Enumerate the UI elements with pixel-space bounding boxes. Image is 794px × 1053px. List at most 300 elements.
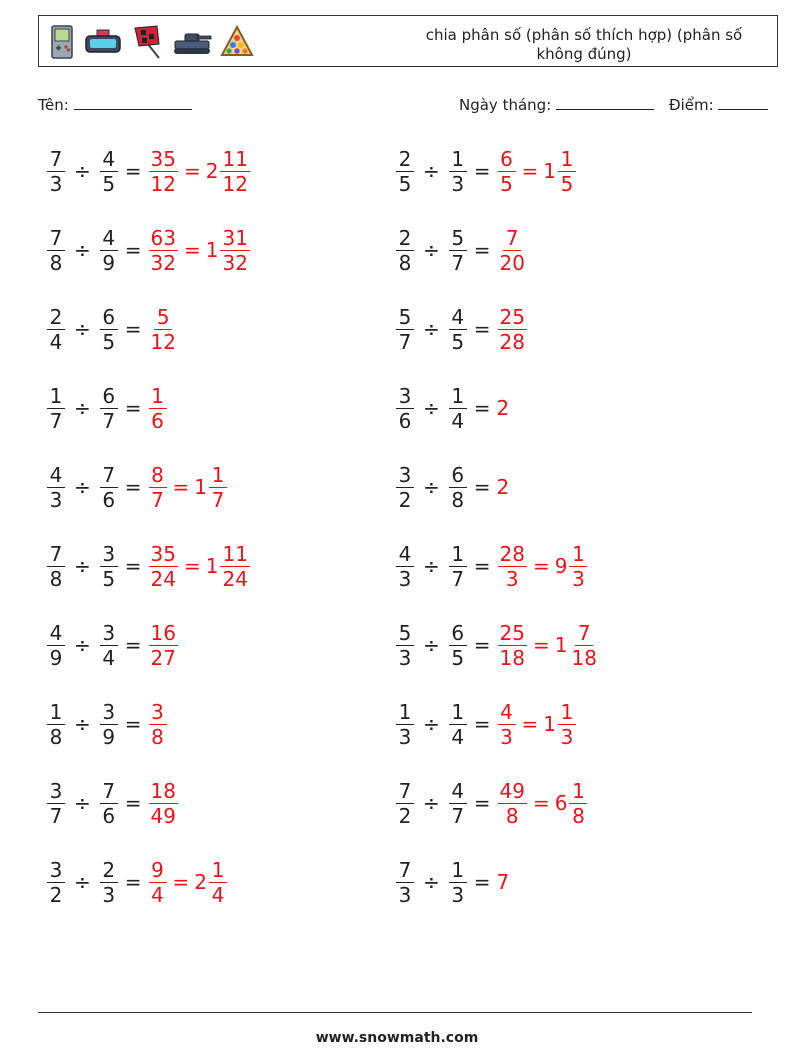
answer-whole-number: 2 — [496, 475, 510, 499]
numerator: 7 — [503, 226, 521, 251]
answer — [148, 305, 179, 354]
dividend-fraction — [395, 147, 415, 196]
denominator: 20 — [499, 250, 525, 275]
denominator: 3 — [398, 724, 412, 749]
denominator: 8 — [451, 487, 465, 512]
equals-sign: = — [124, 554, 142, 578]
mixed-whole-part: 2 — [194, 870, 208, 894]
denominator: 3 — [451, 882, 465, 907]
denominator: 6 — [151, 408, 164, 433]
answer-whole-number: 7 — [496, 870, 510, 894]
numerator: 5 — [396, 621, 414, 646]
numerator: 16 — [150, 620, 176, 645]
equals-sign: = — [172, 870, 190, 894]
denominator: 7 — [49, 408, 63, 433]
footer-url: www.snowmath.com — [315, 1030, 479, 1046]
numerator: 7 — [100, 779, 118, 804]
equals-sign: = — [473, 396, 491, 420]
dividend-fraction — [395, 226, 415, 275]
answer-whole-number: 2 — [496, 396, 510, 420]
numerator: 7 — [47, 226, 65, 251]
mixed-whole-part: 2 — [205, 159, 219, 183]
numerator: 2 — [100, 858, 118, 883]
problem-item — [395, 533, 588, 599]
divide-sign: ÷ — [74, 238, 91, 262]
numerator: 4 — [47, 463, 65, 488]
denominator: 9 — [49, 645, 63, 670]
numerator: 5 — [396, 305, 414, 330]
denominator: 24 — [150, 566, 176, 591]
divisor-fraction — [448, 542, 468, 591]
numerator: 1 — [396, 700, 414, 725]
denominator: 27 — [150, 645, 176, 670]
score-label: Điểm: — [669, 96, 714, 114]
numerator: 1 — [449, 542, 467, 567]
dividend-fraction — [395, 858, 415, 907]
answer-fraction — [148, 700, 168, 749]
numerator: 1 — [47, 700, 65, 725]
dividend-fraction — [395, 542, 415, 591]
denominator: 8 — [398, 250, 412, 275]
denominator: 7 — [211, 487, 225, 512]
divide-sign: ÷ — [74, 317, 91, 341]
answer — [497, 621, 600, 670]
numerator: 9 — [149, 858, 167, 883]
divisor-fraction — [99, 226, 119, 275]
answer-fraction — [497, 226, 528, 275]
numerator: 2 — [47, 305, 65, 330]
problem-item — [46, 533, 251, 599]
denominator: 32 — [150, 250, 176, 275]
mixed-whole-part: 9 — [554, 554, 568, 578]
answer — [497, 870, 510, 894]
numerator: 1 — [558, 147, 576, 172]
mixed-fraction-part — [208, 463, 228, 512]
answer-fraction — [148, 858, 168, 907]
dividend-fraction — [395, 621, 415, 670]
equals-sign: = — [172, 475, 190, 499]
denominator: 7 — [49, 803, 63, 828]
mixed-fraction-part — [568, 779, 588, 828]
denominator: 5 — [451, 329, 465, 354]
divide-sign: ÷ — [74, 712, 91, 736]
answer — [497, 305, 528, 354]
equals-sign: = — [124, 238, 142, 262]
answer — [148, 858, 229, 907]
numerator: 3 — [100, 621, 118, 646]
racing-flag-icon — [129, 24, 165, 60]
problem-item — [46, 691, 168, 757]
numerator: 7 — [47, 542, 65, 567]
answer — [148, 621, 179, 670]
divide-sign: ÷ — [423, 791, 440, 815]
answer-fraction — [148, 542, 179, 591]
dividend-fraction — [46, 621, 66, 670]
denominator: 8 — [572, 803, 585, 828]
divide-sign: ÷ — [74, 159, 91, 183]
mixed-fraction-part — [557, 700, 577, 749]
numerator: 1 — [558, 700, 576, 725]
numerator: 1 — [449, 384, 467, 409]
problem-item — [46, 217, 251, 283]
mixed-whole-part: 1 — [205, 554, 219, 578]
equals-sign: = — [124, 633, 142, 657]
score-blank[interactable] — [718, 95, 768, 110]
answer-fraction — [148, 621, 179, 670]
denominator: 2 — [49, 882, 63, 907]
numerator: 35 — [150, 146, 176, 171]
numerator: 4 — [498, 700, 516, 725]
answer — [148, 542, 251, 591]
numerator: 6 — [100, 384, 118, 409]
dividend-fraction — [46, 147, 66, 196]
denominator: 7 — [151, 487, 164, 512]
equals-sign: = — [124, 712, 142, 736]
denominator: 7 — [451, 250, 465, 275]
problem-item — [46, 138, 251, 204]
answer — [497, 475, 510, 499]
denominator: 5 — [398, 171, 412, 196]
denominator: 4 — [211, 882, 225, 907]
divisor-fraction — [448, 463, 468, 512]
equals-sign: = — [473, 238, 491, 262]
equals-sign: = — [521, 159, 539, 183]
dividend-fraction — [395, 700, 415, 749]
numerator: 7 — [47, 147, 65, 172]
divisor-fraction — [448, 305, 468, 354]
numerator: 2 — [396, 226, 414, 251]
numerator: 1 — [209, 463, 227, 488]
name-label: Tên: — [38, 96, 69, 114]
mixed-whole-part: 1 — [194, 475, 208, 499]
equals-sign: = — [521, 712, 539, 736]
answer — [497, 226, 528, 275]
numerator: 35 — [150, 541, 176, 566]
mixed-fraction-part — [568, 542, 588, 591]
numerator: 3 — [100, 700, 118, 725]
denominator: 9 — [102, 250, 116, 275]
problem-item — [395, 770, 588, 836]
mixed-fraction-part — [219, 226, 250, 275]
equals-sign: = — [473, 712, 491, 736]
equals-sign: = — [473, 159, 491, 183]
divisor-fraction — [448, 621, 468, 670]
dividend-fraction — [395, 305, 415, 354]
problem-item — [395, 375, 509, 441]
denominator: 3 — [102, 882, 116, 907]
denominator: 49 — [150, 803, 176, 828]
numerator: 6 — [498, 147, 516, 172]
answer-fraction — [497, 779, 528, 828]
numerator: 6 — [449, 621, 467, 646]
denominator: 3 — [500, 724, 513, 749]
equals-sign: = — [532, 633, 550, 657]
equals-sign: = — [532, 791, 550, 815]
denominator: 7 — [451, 803, 465, 828]
numerator: 6 — [100, 305, 118, 330]
answer-fraction — [148, 305, 179, 354]
denominator: 3 — [49, 171, 63, 196]
tank-icon — [171, 24, 213, 60]
mixed-fraction-part — [219, 542, 250, 591]
date-field — [459, 95, 654, 114]
divisor-fraction — [99, 779, 119, 828]
divisor-fraction — [448, 147, 468, 196]
mixed-whole-part: 1 — [554, 633, 568, 657]
equals-sign: = — [183, 238, 201, 262]
denominator: 6 — [102, 487, 116, 512]
denominator: 7 — [398, 329, 412, 354]
divide-sign: ÷ — [423, 633, 440, 657]
numerator: 3 — [47, 779, 65, 804]
numerator: 3 — [396, 463, 414, 488]
divide-sign: ÷ — [423, 238, 440, 262]
numerator: 7 — [396, 779, 414, 804]
numerator: 1 — [47, 384, 65, 409]
numerator: 1 — [149, 384, 167, 409]
divide-sign: ÷ — [423, 159, 440, 183]
denominator: 12 — [150, 329, 176, 354]
answer — [148, 463, 229, 512]
answer — [497, 700, 578, 749]
divisor-fraction — [99, 621, 119, 670]
answer-fraction — [497, 621, 528, 670]
numerator: 7 — [100, 463, 118, 488]
divisor-fraction — [448, 226, 468, 275]
equals-sign: = — [473, 791, 491, 815]
divisor-fraction — [448, 858, 468, 907]
answer-fraction — [148, 147, 179, 196]
divide-sign: ÷ — [74, 870, 91, 894]
answer — [148, 384, 168, 433]
denominator: 3 — [560, 724, 574, 749]
name-field — [38, 95, 192, 114]
dividend-fraction — [46, 700, 66, 749]
billiards-rack-icon — [219, 24, 255, 60]
denominator: 5 — [451, 645, 465, 670]
problem-item — [46, 849, 228, 915]
problem-item — [46, 296, 179, 362]
numerator: 3 — [396, 384, 414, 409]
denominator: 5 — [102, 329, 116, 354]
denominator: 3 — [398, 882, 412, 907]
mixed-fraction-part — [568, 621, 599, 670]
denominator: 7 — [102, 408, 116, 433]
equals-sign: = — [183, 159, 201, 183]
gameboy-icon — [47, 24, 77, 60]
numerator: 3 — [100, 542, 118, 567]
denominator: 32 — [222, 250, 248, 275]
numerator: 1 — [449, 147, 467, 172]
divisor-fraction — [99, 700, 119, 749]
problem-item — [46, 454, 228, 520]
problem-item — [395, 296, 528, 362]
header-icons — [47, 22, 255, 62]
numerator: 1 — [569, 779, 587, 804]
divide-sign: ÷ — [74, 396, 91, 420]
denominator: 8 — [151, 724, 164, 749]
numerator: 4 — [47, 621, 65, 646]
answer-fraction — [497, 305, 528, 354]
denominator: 12 — [150, 171, 176, 196]
footer-divider — [38, 1012, 752, 1013]
equals-sign: = — [124, 159, 142, 183]
denominator: 8 — [505, 803, 519, 828]
divisor-fraction — [99, 384, 119, 433]
answer-fraction — [148, 226, 179, 275]
date-blank[interactable] — [556, 95, 654, 110]
dividend-fraction — [395, 463, 415, 512]
divide-sign: ÷ — [74, 791, 91, 815]
divisor-fraction — [99, 858, 119, 907]
divisor-fraction — [99, 463, 119, 512]
denominator: 6 — [398, 408, 412, 433]
denominator: 5 — [102, 566, 116, 591]
problem-item — [46, 612, 179, 678]
equals-sign: = — [124, 396, 142, 420]
denominator: 18 — [499, 645, 525, 670]
dividend-fraction — [46, 779, 66, 828]
numerator: 7 — [575, 621, 593, 646]
numerator: 4 — [449, 779, 467, 804]
denominator: 5 — [102, 171, 116, 196]
name-blank[interactable] — [74, 95, 192, 110]
divide-sign: ÷ — [423, 396, 440, 420]
denominator: 5 — [500, 171, 513, 196]
denominator: 18 — [571, 645, 597, 670]
problem-item — [46, 375, 168, 441]
denominator: 4 — [49, 329, 63, 354]
numerator: 1 — [449, 700, 467, 725]
answer — [497, 542, 589, 591]
problem-item — [46, 770, 179, 836]
answer-fraction — [497, 542, 528, 591]
numerator: 4 — [396, 542, 414, 567]
problem-item — [395, 454, 509, 520]
denominator: 8 — [49, 724, 63, 749]
vr-headset-icon — [83, 24, 123, 60]
equals-sign: = — [532, 554, 550, 578]
dividend-fraction — [395, 384, 415, 433]
answer-fraction — [148, 384, 168, 433]
equals-sign: = — [124, 870, 142, 894]
divide-sign: ÷ — [423, 712, 440, 736]
numerator: 7 — [396, 858, 414, 883]
answer — [497, 147, 578, 196]
mixed-whole-part: 1 — [543, 159, 557, 183]
dividend-fraction — [46, 384, 66, 433]
denominator: 3 — [398, 566, 412, 591]
equals-sign: = — [124, 317, 142, 341]
divisor-fraction — [99, 147, 119, 196]
numerator: 4 — [100, 226, 118, 251]
numerator: 25 — [499, 620, 525, 645]
denominator: 8 — [49, 250, 63, 275]
denominator: 24 — [222, 566, 248, 591]
denominator: 12 — [222, 171, 248, 196]
numerator: 1 — [449, 858, 467, 883]
problem-item — [395, 217, 528, 283]
numerator: 4 — [100, 147, 118, 172]
answer-fraction — [497, 700, 517, 749]
equals-sign: = — [124, 791, 142, 815]
denominator: 28 — [499, 329, 525, 354]
answer — [148, 226, 251, 275]
divide-sign: ÷ — [423, 317, 440, 341]
equals-sign: = — [473, 554, 491, 578]
divisor-fraction — [448, 700, 468, 749]
numerator: 11 — [222, 146, 248, 171]
worksheet-header — [38, 15, 778, 67]
answer — [148, 700, 168, 749]
denominator: 8 — [49, 566, 63, 591]
numerator: 4 — [449, 305, 467, 330]
mixed-fraction-part — [557, 147, 577, 196]
denominator: 3 — [572, 566, 585, 591]
equals-sign: = — [473, 317, 491, 341]
denominator: 4 — [451, 408, 465, 433]
dividend-fraction — [46, 858, 66, 907]
divisor-fraction — [99, 542, 119, 591]
numerator: 5 — [449, 226, 467, 251]
denominator: 6 — [102, 803, 116, 828]
denominator: 3 — [451, 171, 465, 196]
numerator: 63 — [150, 225, 176, 250]
denominator: 5 — [560, 171, 574, 196]
denominator: 2 — [398, 487, 412, 512]
numerator: 6 — [449, 463, 467, 488]
numerator: 25 — [499, 304, 525, 329]
score-field — [669, 95, 768, 114]
mixed-whole-part: 1 — [205, 238, 219, 262]
mixed-whole-part: 1 — [543, 712, 557, 736]
numerator: 1 — [209, 858, 227, 883]
divide-sign: ÷ — [74, 475, 91, 499]
equals-sign: = — [473, 475, 491, 499]
mixed-fraction-part — [219, 147, 250, 196]
denominator: 4 — [151, 882, 164, 907]
denominator: 7 — [451, 566, 465, 591]
divisor-fraction — [448, 384, 468, 433]
answer — [148, 779, 179, 828]
denominator: 2 — [398, 803, 412, 828]
worksheet-title: chia phân số (phân số thích hợp) (phân số không đúng) — [425, 26, 743, 63]
numerator: 8 — [149, 463, 167, 488]
dividend-fraction — [46, 305, 66, 354]
answer — [497, 396, 510, 420]
numerator: 3 — [47, 858, 65, 883]
numerator: 1 — [569, 542, 587, 567]
numerator: 31 — [222, 225, 248, 250]
answer-fraction — [497, 147, 517, 196]
divide-sign: ÷ — [74, 633, 91, 657]
numerator: 11 — [222, 541, 248, 566]
problem-item — [395, 612, 600, 678]
divide-sign: ÷ — [423, 554, 440, 578]
dividend-fraction — [46, 463, 66, 512]
dividend-fraction — [46, 542, 66, 591]
numerator: 3 — [149, 700, 167, 725]
divisor-fraction — [99, 305, 119, 354]
mixed-fraction-part — [208, 858, 228, 907]
divide-sign: ÷ — [423, 475, 440, 499]
denominator: 3 — [49, 487, 63, 512]
denominator: 3 — [398, 645, 412, 670]
equals-sign: = — [183, 554, 201, 578]
denominator: 3 — [505, 566, 519, 591]
denominator: 4 — [451, 724, 465, 749]
date-label: Ngày tháng: — [459, 96, 552, 114]
